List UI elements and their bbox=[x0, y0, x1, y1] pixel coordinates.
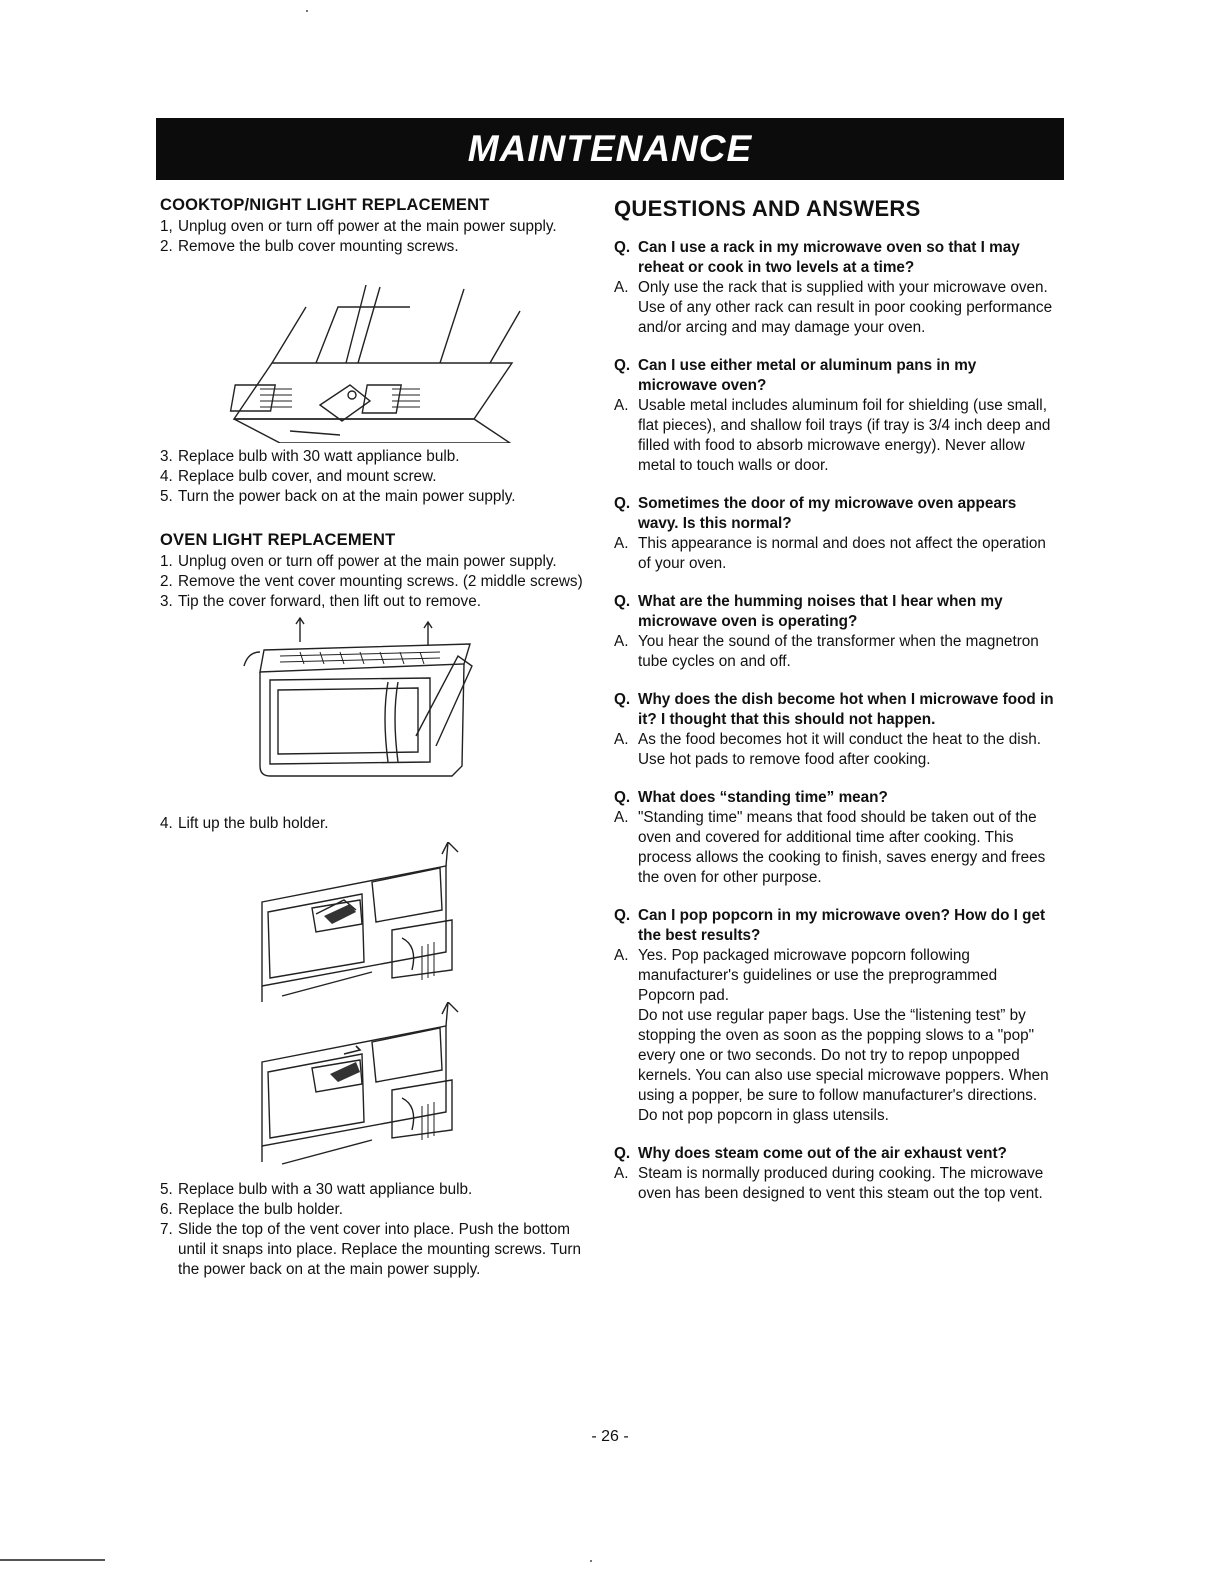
a-prefix: A. bbox=[614, 633, 629, 650]
oven-light-steps-a bbox=[160, 552, 585, 612]
right-column bbox=[614, 196, 1054, 1222]
a-prefix: A. bbox=[614, 1165, 629, 1182]
step-number: 4. bbox=[160, 815, 173, 832]
left-column bbox=[160, 196, 585, 1280]
question-text: Why does steam come out of the air exhaust vent? bbox=[638, 1145, 1007, 1162]
question-text: Can I use either metal or aluminum pans in my microwave oven? bbox=[638, 357, 977, 394]
question bbox=[614, 356, 1054, 396]
step-text: Remove the bulb cover mounting screws. bbox=[178, 238, 459, 255]
answer-text: This appearance is normal and does not affect the operation of your oven. bbox=[638, 535, 1046, 572]
answer-text: As the food becomes hot it will conduct the heat to the dish. Use hot pads to remove food after cooking. bbox=[638, 731, 1042, 768]
question-text: Can I pop popcorn in my microwave oven? How do I get the best results? bbox=[638, 907, 1046, 944]
q-prefix: Q. bbox=[614, 357, 631, 374]
answer bbox=[614, 1164, 1054, 1204]
cooktop-light-illustration bbox=[220, 267, 550, 443]
answer-text: Steam is normally produced during cooking. The microwave oven has been designed to vent this steam out the top vent. bbox=[638, 1165, 1044, 1202]
page-number: - 26 - bbox=[591, 1428, 629, 1445]
q-prefix: Q. bbox=[614, 239, 631, 256]
answer-text: Only use the rack that is supplied with your microwave oven. Use of any other rack can result in poor cooking performance and/or arcing and may damage your oven. bbox=[638, 279, 1053, 336]
question-text: Sometimes the door of my microwave oven appears wavy. Is this normal? bbox=[638, 495, 1017, 532]
scan-speck bbox=[306, 10, 308, 12]
step-number: 1. bbox=[160, 553, 173, 570]
step-number: 6. bbox=[160, 1201, 173, 1218]
qa-item bbox=[614, 238, 1054, 338]
step-text: Lift up the bulb holder. bbox=[178, 815, 329, 832]
a-prefix: A. bbox=[614, 397, 629, 414]
scan-speck bbox=[590, 1560, 592, 1562]
step-number: 5. bbox=[160, 488, 173, 505]
q-prefix: Q. bbox=[614, 593, 631, 610]
a-prefix: A. bbox=[614, 279, 629, 296]
vent-cover-illustration bbox=[240, 616, 490, 798]
list-item bbox=[160, 447, 585, 467]
answer bbox=[614, 632, 1054, 672]
list-item bbox=[160, 552, 585, 572]
list-item bbox=[160, 814, 585, 834]
answer-text: Usable metal includes aluminum foil for shielding (use small, flat pieces), and shallow foil trays (if tray is 3/4 inch deep and filled with food to absorb microwave energy). Never allow metal to touch walls or door. bbox=[638, 397, 1051, 474]
step-text: Turn the power back on at the main power supply. bbox=[178, 488, 516, 505]
qa-item bbox=[614, 690, 1054, 770]
q-prefix: Q. bbox=[614, 789, 631, 806]
list-item bbox=[160, 592, 585, 612]
answer-text: "Standing time" means that food should be taken out of the oven and covered for additional time after cooking. This process allows the cooking to finish, saves energy and frees the oven for other purpose. bbox=[638, 809, 1046, 886]
list-item bbox=[160, 1180, 585, 1200]
question-text: Why does the dish become hot when I microwave food in it? I thought that this should not happen. bbox=[638, 691, 1054, 728]
answer bbox=[614, 730, 1054, 770]
q-prefix: Q. bbox=[614, 691, 631, 708]
question bbox=[614, 906, 1054, 946]
step-text: Unplug oven or turn off power at the main power supply. bbox=[178, 553, 557, 570]
a-prefix: A. bbox=[614, 535, 629, 552]
page-title: MAINTENANCE bbox=[467, 128, 753, 169]
answer-text: You hear the sound of the transformer when the magnetron tube cycles on and off. bbox=[638, 633, 1039, 670]
list-item bbox=[160, 1220, 585, 1280]
question bbox=[614, 1144, 1054, 1164]
step-number: 3. bbox=[160, 593, 173, 610]
answer bbox=[614, 278, 1054, 338]
list-item bbox=[160, 237, 585, 257]
a-prefix: A. bbox=[614, 731, 629, 748]
qa-item bbox=[614, 788, 1054, 888]
oven-light-steps-c bbox=[160, 1180, 585, 1280]
answer bbox=[614, 808, 1054, 888]
question bbox=[614, 494, 1054, 534]
step-text: Tip the cover forward, then lift out to remove. bbox=[178, 593, 481, 610]
list-item bbox=[160, 467, 585, 487]
question bbox=[614, 238, 1054, 278]
cooktop-steps-b bbox=[160, 447, 585, 507]
question bbox=[614, 592, 1054, 632]
scan-artifact-line bbox=[0, 1559, 105, 1561]
step-text: Replace bulb with a 30 watt appliance bulb. bbox=[178, 1181, 473, 1198]
list-item bbox=[160, 1200, 585, 1220]
step-text: Remove the vent cover mounting screws. (2 middle screws) bbox=[178, 573, 583, 590]
cooktop-heading: COOKTOP/NIGHT LIGHT REPLACEMENT bbox=[160, 196, 490, 214]
step-number: 2. bbox=[160, 238, 173, 255]
a-prefix: A. bbox=[614, 947, 629, 964]
step-number: 2. bbox=[160, 573, 173, 590]
bulb-holder-illustration-1 bbox=[252, 842, 482, 1002]
step-text: Replace bulb cover, and mount screw. bbox=[178, 468, 437, 485]
answer bbox=[614, 534, 1054, 574]
qa-item bbox=[614, 494, 1054, 574]
cooktop-steps-a bbox=[160, 217, 585, 257]
question bbox=[614, 788, 1054, 808]
step-text: Replace the bulb holder. bbox=[178, 1201, 343, 1218]
step-number: 7. bbox=[160, 1221, 173, 1238]
question-text: What does “standing time” mean? bbox=[638, 789, 888, 806]
step-number: 1, bbox=[160, 218, 173, 235]
answer bbox=[614, 396, 1054, 476]
step-text: Unplug oven or turn off power at the main power supply. bbox=[178, 218, 557, 235]
qa-heading: QUESTIONS AND ANSWERS bbox=[614, 196, 921, 221]
q-prefix: Q. bbox=[614, 1145, 631, 1162]
step-number: 4. bbox=[160, 468, 173, 485]
step-number: 5. bbox=[160, 1181, 173, 1198]
list-item bbox=[160, 487, 585, 507]
list-item bbox=[160, 217, 585, 237]
step-text: Replace bulb with 30 watt appliance bulb. bbox=[178, 448, 460, 465]
qa-item bbox=[614, 906, 1054, 1126]
question-text: What are the humming noises that I hear when my microwave oven is operating? bbox=[638, 593, 1003, 630]
qa-item bbox=[614, 592, 1054, 672]
step-text: Slide the top of the vent cover into place. Push the bottom until it snaps into place. Replace the mounting screws. Turn the power back on at the main power supply. bbox=[178, 1221, 582, 1278]
q-prefix: Q. bbox=[614, 495, 631, 512]
q-prefix: Q. bbox=[614, 907, 631, 924]
answer-text: Do not use regular paper bags. Use the “listening test” by stopping the oven as soon as the popping slows to a "pop" every one or two seconds. Do not try to repop unpopped kernels. You can also use special microwave poppers. When using a popper, be sure to follow manufacturer's directions. Do not pop popcorn in glass utensils. bbox=[638, 1007, 1049, 1124]
question-text: Can I use a rack in my microwave oven so that I may reheat or cook in two levels at a time? bbox=[638, 239, 1020, 276]
a-prefix: A. bbox=[614, 809, 629, 826]
oven-light-heading: OVEN LIGHT REPLACEMENT bbox=[160, 531, 396, 549]
page-title-banner bbox=[156, 118, 1064, 180]
bulb-holder-illustration-2 bbox=[252, 1002, 482, 1172]
answer bbox=[614, 946, 1054, 1006]
oven-light-steps-b bbox=[160, 814, 585, 834]
question bbox=[614, 690, 1054, 730]
qa-item bbox=[614, 1144, 1054, 1204]
list-item bbox=[160, 572, 585, 592]
answer-continued bbox=[614, 1006, 1054, 1126]
step-number: 3. bbox=[160, 448, 173, 465]
answer-text: Yes. Pop packaged microwave popcorn following manufacturer's guidelines or use the preprogrammed Popcorn pad. bbox=[638, 947, 998, 1004]
qa-item bbox=[614, 356, 1054, 476]
